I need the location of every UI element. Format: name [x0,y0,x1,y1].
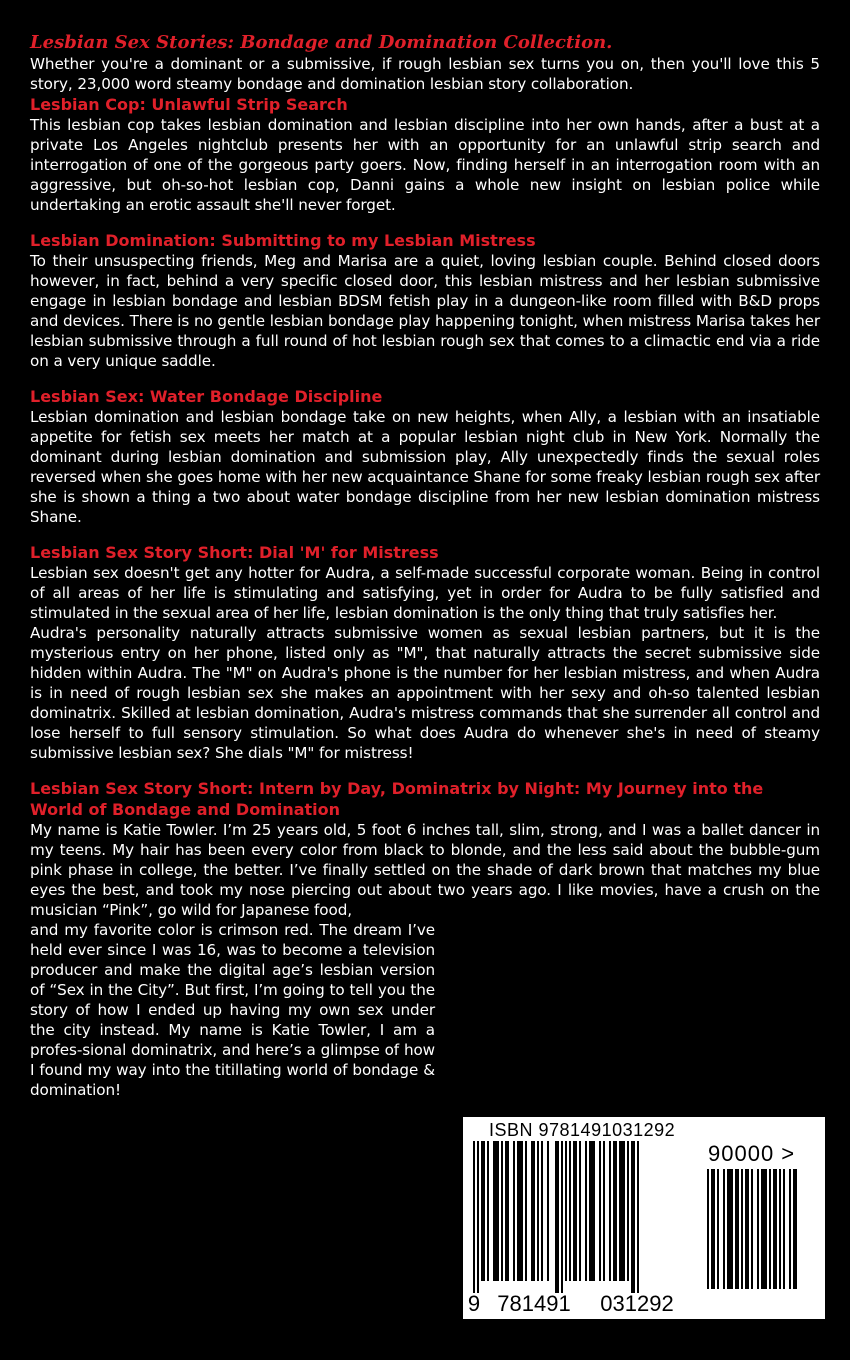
barcode-bar [613,1141,617,1281]
barcode-bar [525,1141,527,1281]
barcode-bar [589,1141,595,1281]
barcode-digit-group: 031292 [600,1291,674,1316]
collection-intro: Whether you're a dominant or a submissive, if rough lesbian sex turns you on, then you'll love this 5 story, 23,000 word steamy bondage and domination lesbian story collaboration. [30,55,820,93]
barcode-bar [783,1169,785,1289]
price-code: 90000 > [708,1141,796,1166]
barcode-bar [619,1141,625,1281]
barcode-bar [473,1141,475,1293]
barcode-bar [573,1141,577,1281]
barcode-bar [793,1169,797,1289]
barcode-bar [711,1169,715,1289]
barcode-bar [637,1141,639,1293]
barcode-bar [727,1169,733,1289]
collection-title: Lesbian Sex Stories: Bondage and Domination Collection. [30,32,613,53]
story-section [30,542,820,763]
barcode-bar [723,1169,725,1289]
barcode-bar [537,1141,539,1281]
story-blurb: Lesbian sex doesn't get any hotter for Audra, a self-made successful corporate woman. Being in control of all areas of her life is stimulating and satisfying, yet in order for Audra to be fully satisfied and stimulated in the sexual area of her life, lesbian domination is the only thing that truly satisfies her. [30,564,820,622]
story-section [30,230,820,371]
story-blurb-beside-barcode: and my favorite color is crimson red. The dream I’ve held ever since I was 16, was to become a television producer and make the digital age’s lesbian version of “Sex in the City”. But first, I’m going to tell you the story of how I ended up having my own sex under the city instead. My name is Katie Towler, I am a profes-sional dominatrix, and here’s a glimpse of how I found my way into the titillating world of bondage & domination! [30,921,435,1099]
barcode-bar [517,1141,523,1281]
barcode-bar [565,1141,567,1281]
barcode-digit-group: 781491 [497,1291,571,1316]
barcode-bar [631,1141,635,1293]
barcode-bar [627,1141,629,1281]
story-section [30,778,820,1100]
barcode-bar [745,1169,749,1289]
story-blurb: To their unsuspecting friends, Meg and Marisa are a quiet, loving lesbian couple. Behind closed doors however, in fact, behind a very specific closed door, this lesbian mistress and her lesbian submissive engage in lesbian bondage and lesbian BDSM fetish play in a dungeon-like room filled with B&D props and devices. There is no gentle lesbian bondage play happening tonight, when mistress Marisa takes her lesbian submissive through a full round of hot lesbian rough sex that comes to a climactic end via a ride on a very unique saddle. [30,252,820,370]
isbn-label: ISBN 9781491031292 [489,1120,676,1140]
barcode-bar [487,1141,489,1281]
barcode-bar [541,1141,543,1281]
barcode-digit-group: 9 [467,1291,481,1316]
ean13-bars [473,1141,691,1293]
story-title: Lesbian Sex Story Short: Intern by Day, Dominatrix by Night: My Journey into the World of Bondage and Domination [30,779,764,819]
barcode-bar [773,1169,777,1289]
barcode-bar [505,1141,509,1281]
barcode-bar [761,1169,767,1289]
barcode-bar [555,1141,559,1293]
barcode-bar [481,1141,485,1281]
story-title: Lesbian Domination: Submitting to my Lesbian Mistress [30,231,536,250]
story-title: Lesbian Sex: Water Bondage Discipline [30,387,383,406]
barcode-bar [609,1141,611,1281]
barcode-bar [735,1169,739,1289]
story-section [30,386,820,527]
barcode-bar [769,1169,771,1289]
story-blurb: This lesbian cop takes lesbian domination and lesbian discipline into her own hands, after a bust at a private Los Angeles nightclub presents her with an opportunity for an unlawful strip search and interrogation of one of the gorgeous party goers. Now, finding herself in an interrogation room with an aggressive, but oh-so-hot lesbian cop, Danni gains a whole new insight on lesbian police while undertaking an erotic assault she'll never forget. [30,116,820,214]
barcode-bar [547,1141,549,1281]
barcode-bar [757,1169,759,1289]
barcode-bar [493,1141,499,1281]
barcode-bar [717,1169,719,1289]
addon-bars [707,1169,807,1309]
barcode-bar [585,1141,587,1281]
story-blurb: My name is Katie Towler. I’m 25 years old, 5 foot 6 inches tall, slim, strong, and I was a ballet dancer in my teens. My hair has been every color from black to blonde, and the less said about the bubble-gum pink phase in college, the better. I’ve finally settled on the shade of dark brown that matches my blue eyes the best, and took my nose piercing out about two years ago. I like movies, have a crush on the musician “Pink”, go wild for Japanese food, [30,821,820,919]
story-title: Lesbian Sex Story Short: Dial 'M' for Mistress [30,543,439,562]
barcode-digits [463,1291,695,1317]
isbn-barcode [463,1117,825,1319]
barcode-bar [789,1169,791,1289]
back-cover-text [30,32,820,1115]
barcode-bar [579,1141,581,1281]
barcode-bar [603,1141,605,1281]
barcode-bar [569,1141,571,1281]
barcode-bar [513,1141,515,1281]
story-section [30,94,820,215]
barcode-bar [751,1169,753,1289]
barcode-bar [531,1141,535,1281]
barcode-bar [477,1141,479,1293]
barcode-bar [741,1169,743,1289]
barcode-bar [779,1169,781,1289]
barcode-bar [707,1169,709,1289]
story-title: Lesbian Cop: Unlawful Strip Search [30,95,348,114]
barcode-bar [561,1141,563,1293]
story-blurb: Lesbian domination and lesbian bondage take on new heights, when Ally, a lesbian with an insatiable appetite for fetish sex meets her match at a popular lesbian night club in New York. Normally the dominant during lesbian domination and submission play, Ally unexpectedly finds the sexual roles reversed when she goes home with her new acquaintance Shane for some freaky lesbian rough sex after she is shown a thing a two about water bondage discipline from her new lesbian domination mistress Shane. [30,408,820,526]
story-blurb-continued: Audra's personality naturally attracts submissive women as sexual lesbian partners, but it is the mysterious entry on her phone, listed only as "M", that naturally attracts the secret submissive side hidden within Audra. The "M" on Audra's phone is the number for her lesbian mistress, and when Audra is in need of rough lesbian sex she makes an appointment with her sexy and oh-so talented lesbian dominatrix. Skilled at lesbian domination, Audra's mistress commands that she surrender all control and lose herself to full sensory stimulation. So what does Audra do whenever she's in need of steamy submissive lesbian sex? She dials "M" for mistress! [30,624,820,762]
barcode-bar [599,1141,601,1281]
barcode-bar [501,1141,503,1281]
